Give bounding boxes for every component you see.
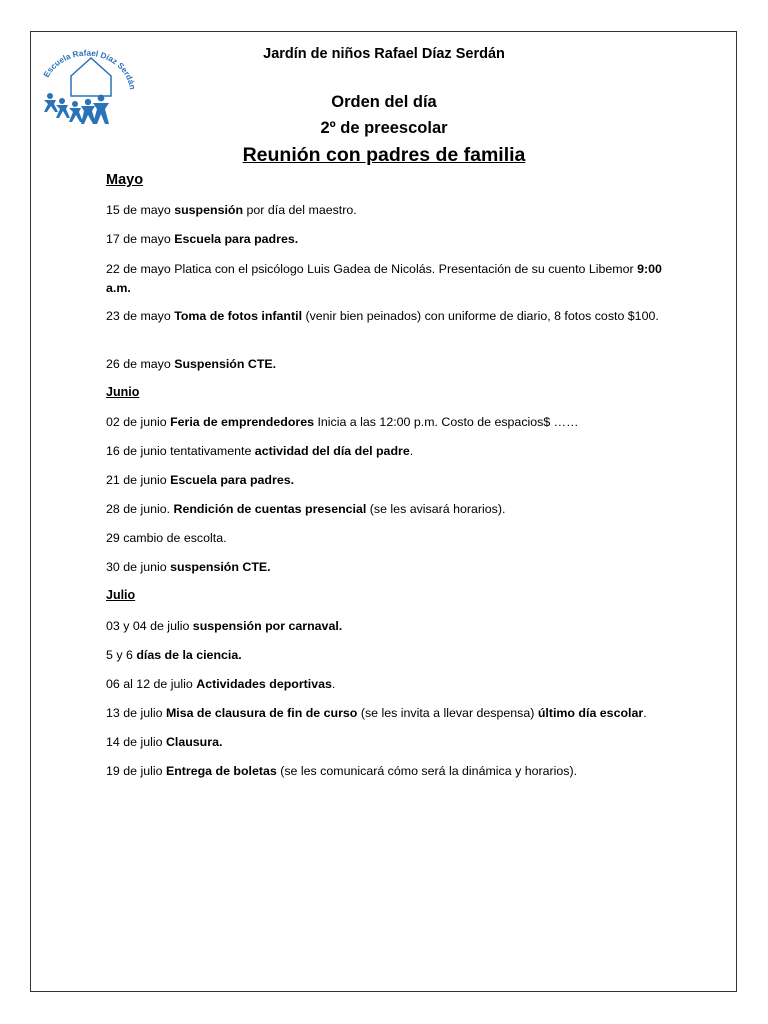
- agenda-item: 22 de mayo Platica con el psicólogo Luis Gadea de Nicolás. Presentación de su cuento Libemor 9:00 a.m.: [106, 262, 662, 295]
- agenda-item: 14 de julio Clausura.: [106, 735, 223, 749]
- meeting-title: Reunión con padres de familia: [242, 144, 526, 166]
- month-heading-julio: Julio: [106, 588, 136, 602]
- agenda-item: 02 de junio Feria de emprendedores Inicia a las 12:00 p.m. Costo de espacios$ ……: [106, 415, 579, 429]
- logo-arc-text: Escuela Rafael Díaz Serdán: [41, 48, 137, 91]
- school-name: Jardín de niños Rafael Díaz Serdán: [263, 46, 505, 62]
- agenda-item: 30 de junio suspensión CTE.: [106, 560, 271, 574]
- agenda-item: 23 de mayo Toma de fotos infantil (venir bien peinados) con uniforme de diario, 8 fotos costo $100.: [106, 309, 659, 323]
- agenda-item: 15 de mayo suspensión por día del maestro.: [106, 203, 357, 217]
- agenda-item: 29 cambio de escolta.: [106, 531, 227, 545]
- agenda-item: 17 de mayo Escuela para padres.: [106, 232, 299, 246]
- grade-label: 2º de preescolar: [320, 119, 448, 137]
- order-title: Orden del día: [331, 93, 437, 111]
- agenda-item: 26 de mayo Suspensión CTE.: [106, 357, 277, 371]
- agenda-item: 16 de junio tentativamente actividad del día del padre.: [106, 444, 414, 458]
- agenda-item: 28 de junio. Rendición de cuentas presencial (se les avisará horarios).: [106, 502, 506, 516]
- agenda-item: 13 de julio Misa de clausura de fin de curso (se les invita a llevar despensa) último día escolar.: [106, 706, 647, 720]
- month-heading-junio: Junio: [106, 385, 140, 399]
- month-heading-mayo: Mayo: [106, 172, 144, 188]
- logo-house-icon: [71, 58, 111, 96]
- agenda-item: 19 de julio Entrega de boletas (se les comunicará cómo será la dinámica y horarios).: [106, 764, 578, 778]
- agenda-item: 21 de junio Escuela para padres.: [106, 473, 295, 487]
- agenda-item: 5 y 6 días de la ciencia.: [106, 648, 242, 662]
- agenda-item: 06 al 12 de julio Actividades deportivas.: [106, 677, 336, 691]
- agenda-item: 03 y 04 de julio suspensión por carnaval.: [106, 619, 343, 633]
